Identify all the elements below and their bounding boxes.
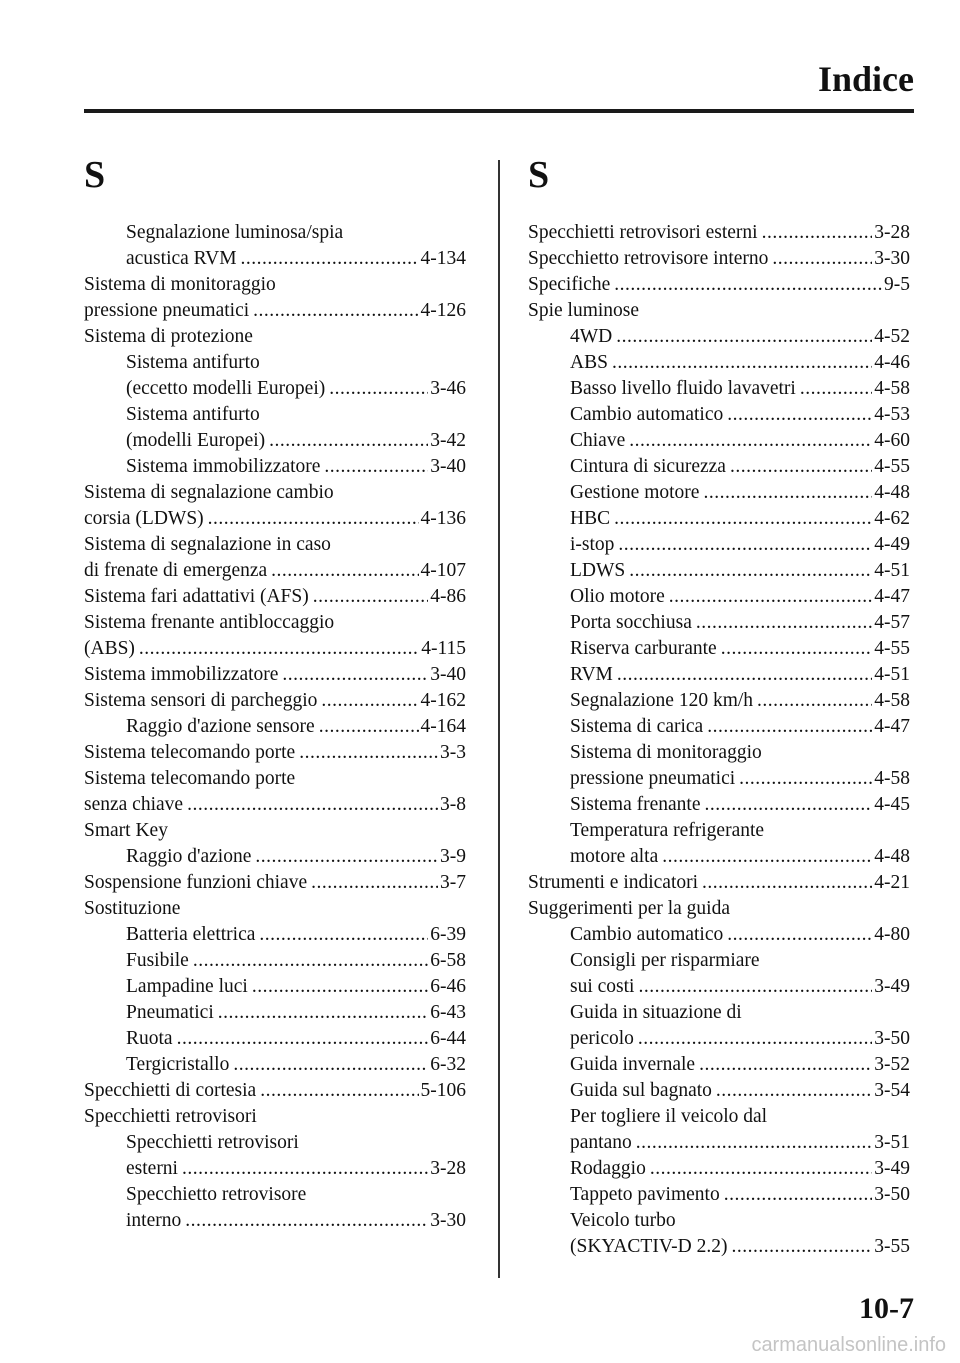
index-entry: [528, 220, 910, 246]
index-entry: [528, 376, 910, 402]
index-entry: [528, 1000, 910, 1026]
dot-leader: [255, 844, 438, 870]
index-entry: [84, 1078, 466, 1104]
index-entry: [84, 688, 466, 714]
dot-leader: [185, 1208, 428, 1234]
index-entry: [84, 376, 466, 402]
entry-page-ref: 3-55: [874, 1236, 910, 1257]
entry-text: corsia (LDWS): [84, 508, 204, 529]
header-rule: [84, 109, 914, 113]
entry-text: Sistema frenante antibloccaggio: [84, 612, 335, 633]
index-entry: [84, 532, 466, 558]
index-entry: [528, 766, 910, 792]
dot-leader: [699, 1052, 872, 1078]
index-entry: [528, 636, 910, 662]
index-entry: [84, 974, 466, 1000]
dot-leader: [638, 1026, 872, 1052]
entry-text: Tergicristallo: [126, 1054, 230, 1075]
entry-text: Riserva carburante: [570, 638, 717, 659]
dot-leader: [299, 740, 438, 766]
index-entry: [528, 610, 910, 636]
dot-leader: [702, 870, 872, 896]
entry-text: Per togliere il veicolo dal: [570, 1106, 768, 1127]
entry-text: Sistema di monitoraggio: [570, 742, 762, 763]
entry-text: Sistema di segnalazione cambio: [84, 482, 334, 503]
entry-text: Sospensione funzioni chiave: [84, 872, 308, 893]
dot-leader: [218, 1000, 429, 1026]
entry-text: Segnalazione 120 km/h: [570, 690, 754, 711]
entry-page-ref: 6-58: [430, 950, 466, 971]
entry-text: Cambio automatico: [570, 404, 724, 425]
entry-text: Consigli per risparmiare: [570, 950, 760, 971]
entry-text: Sistema di carica: [570, 716, 704, 737]
entry-text: Sistema telecomando porte: [84, 742, 296, 763]
entry-page-ref: 4-162: [420, 690, 466, 711]
index-entry: [84, 324, 466, 350]
entry-text: Batteria elettrica: [126, 924, 256, 945]
entry-text: Specchietti retrovisori: [126, 1132, 299, 1153]
dot-leader: [208, 506, 419, 532]
entry-text: Raggio d'azione sensore: [126, 716, 315, 737]
entry-text: Basso livello fluido lavavetri: [570, 378, 796, 399]
entry-page-ref: 4-49: [874, 534, 910, 555]
index-entry: [84, 1208, 466, 1234]
entry-page-ref: 4-58: [874, 378, 910, 399]
entry-page-ref: 4-57: [874, 612, 910, 633]
dot-leader: [731, 1234, 872, 1260]
entry-text: (modelli Europei): [126, 430, 266, 451]
entry-text: 4WD: [570, 326, 613, 347]
entry-text: Sistema antifurto: [126, 404, 260, 425]
entry-page-ref: 3-30: [874, 248, 910, 269]
dot-leader: [177, 1026, 429, 1052]
entry-page-ref: 4-55: [874, 638, 910, 659]
index-entry: [528, 870, 910, 896]
entry-text: Specchietto retrovisore: [126, 1184, 307, 1205]
entry-text: Sistema sensori di parcheggio: [84, 690, 318, 711]
entry-page-ref: 4-60: [874, 430, 910, 451]
entry-text: Sostituzione: [84, 898, 181, 919]
index-entry: [84, 506, 466, 532]
entry-page-ref: 4-134: [420, 248, 466, 269]
entry-text: HBC: [570, 508, 611, 529]
entry-page-ref: 3-54: [874, 1080, 910, 1101]
dot-leader: [757, 688, 872, 714]
index-entry: [528, 818, 910, 844]
entry-text: Cintura di sicurezza: [570, 456, 726, 477]
dot-leader: [707, 714, 872, 740]
entry-page-ref: 6-46: [430, 976, 466, 997]
entry-page-ref: 3-49: [874, 1158, 910, 1179]
entry-text: Cambio automatico: [570, 924, 724, 945]
index-entry: [84, 454, 466, 480]
index-entry: [84, 792, 466, 818]
index-entry: [84, 1156, 466, 1182]
entry-page-ref: 4-62: [874, 508, 910, 529]
entry-page-ref: 4-58: [874, 768, 910, 789]
dot-leader: [800, 376, 872, 402]
entry-text: esterni: [126, 1158, 178, 1179]
index-entry: [528, 350, 910, 376]
dot-leader: [650, 1156, 872, 1182]
index-entry-list: [528, 220, 910, 1260]
entry-text: Chiave: [570, 430, 626, 451]
entry-page-ref: 4-47: [874, 716, 910, 737]
entry-text: Fusibile: [126, 950, 189, 971]
entry-text: senza chiave: [84, 794, 184, 815]
index-entry: [528, 922, 910, 948]
entry-text: Spie luminose: [528, 300, 640, 321]
index-entry: [528, 506, 910, 532]
entry-text: Sistema fari adattativi (AFS): [84, 586, 309, 607]
dot-leader: [193, 948, 428, 974]
entry-text: di frenate di emergenza: [84, 560, 268, 581]
index-entry: [528, 662, 910, 688]
dot-leader: [617, 662, 872, 688]
index-entry: [84, 298, 466, 324]
index-entry: [528, 1156, 910, 1182]
entry-text: Olio motore: [570, 586, 665, 607]
index-entry: [84, 584, 466, 610]
entry-page-ref: 6-39: [430, 924, 466, 945]
entry-page-ref: 4-46: [874, 352, 910, 373]
entry-text: Smart Key: [84, 820, 168, 841]
index-entry: [528, 1234, 910, 1260]
entry-page-ref: 4-58: [874, 690, 910, 711]
entry-text: Porta socchiusa: [570, 612, 692, 633]
dot-leader: [324, 454, 428, 480]
dot-leader: [313, 584, 429, 610]
index-entry: [84, 480, 466, 506]
entry-page-ref: 3-51: [874, 1132, 910, 1153]
entry-text: i-stop: [570, 534, 615, 555]
entry-text: LDWS: [570, 560, 626, 581]
entry-text: Temperatura refrigerante: [570, 820, 765, 841]
index-entry: [528, 792, 910, 818]
entry-text: sui costi: [570, 976, 635, 997]
dot-leader: [696, 610, 872, 636]
index-entry: [84, 1104, 466, 1130]
dot-leader: [187, 792, 438, 818]
entry-page-ref: 6-43: [430, 1002, 466, 1023]
dot-leader: [716, 1078, 872, 1104]
dot-leader: [259, 922, 428, 948]
entry-text: Sistema telecomando porte: [84, 768, 296, 789]
index-entry: [84, 714, 466, 740]
index-entry: [84, 844, 466, 870]
dot-leader: [662, 844, 872, 870]
dot-leader: [636, 1130, 873, 1156]
entry-text: (ABS): [84, 638, 135, 659]
index-entry: [84, 1182, 466, 1208]
dot-leader: [253, 298, 418, 324]
entry-page-ref: 4-55: [874, 456, 910, 477]
dot-leader: [618, 532, 872, 558]
index-entry: [528, 246, 910, 272]
index-entry: [528, 714, 910, 740]
entry-page-ref: 4-51: [874, 664, 910, 685]
index-entry: [528, 480, 910, 506]
page-title: Indice: [817, 59, 914, 99]
index-entry: [528, 272, 910, 298]
entry-text: Specifiche: [528, 274, 611, 295]
right-index-column: [528, 154, 910, 1260]
entry-page-ref: 3-50: [874, 1028, 910, 1049]
dot-leader: [321, 688, 418, 714]
entry-text: Suggerimenti per la guida: [528, 898, 730, 919]
entry-page-ref: 4-47: [874, 586, 910, 607]
entry-page-ref: 6-32: [430, 1054, 466, 1075]
entry-text: (eccetto modelli Europei): [126, 378, 326, 399]
section-letter: S: [84, 154, 106, 196]
index-entry: [528, 1104, 910, 1130]
dot-leader: [724, 1182, 873, 1208]
index-entry-list: [84, 220, 466, 1234]
entry-text: Guida in situazione di: [570, 1002, 742, 1023]
left-index-column: [84, 154, 466, 1234]
entry-text: RVM: [570, 664, 613, 685]
entry-text: Specchietti retrovisori: [84, 1106, 257, 1127]
entry-page-ref: 4-21: [874, 872, 910, 893]
entry-text: motore alta: [570, 846, 659, 867]
entry-text: Tappeto pavimento: [570, 1184, 720, 1205]
index-entry: [528, 558, 910, 584]
entry-text: Raggio d'azione: [126, 846, 252, 867]
dot-leader: [730, 454, 872, 480]
entry-text: pressione pneumatici: [570, 768, 736, 789]
dot-leader: [329, 376, 428, 402]
dot-leader: [739, 766, 872, 792]
entry-text: pressione pneumatici: [84, 300, 250, 321]
index-entry: [84, 558, 466, 584]
index-entry: [528, 740, 910, 766]
dot-leader: [727, 402, 872, 428]
dot-leader: [233, 1052, 428, 1078]
index-entry: [528, 1052, 910, 1078]
index-entry: [84, 896, 466, 922]
index-entry: [84, 636, 466, 662]
entry-page-ref: 3-9: [440, 846, 466, 867]
index-entry: [84, 870, 466, 896]
index-entry: [84, 740, 466, 766]
index-entry: [84, 1130, 466, 1156]
index-entry: [84, 922, 466, 948]
entry-page-ref: 4-86: [430, 586, 466, 607]
entry-page-ref: 3-8: [440, 794, 466, 815]
entry-page-ref: 3-7: [440, 872, 466, 893]
entry-text: acustica RVM: [126, 248, 237, 269]
dot-leader: [616, 324, 872, 350]
entry-page-ref: 4-80: [874, 924, 910, 945]
index-entry: [528, 428, 910, 454]
entry-text: Veicolo turbo: [570, 1210, 676, 1231]
entry-text: Rodaggio: [570, 1158, 646, 1179]
dot-leader: [721, 636, 873, 662]
entry-page-ref: 9-5: [884, 274, 910, 295]
index-entry: [84, 662, 466, 688]
entry-text: Sistema immobilizzatore: [126, 456, 321, 477]
index-entry: [528, 1026, 910, 1052]
index-entry: [528, 948, 910, 974]
index-entry: [528, 324, 910, 350]
dot-leader: [319, 714, 419, 740]
entry-text: Gestione motore: [570, 482, 700, 503]
entry-page-ref: 4-107: [420, 560, 466, 581]
dot-leader: [282, 662, 428, 688]
index-entry: [528, 844, 910, 870]
entry-text: Sistema immobilizzatore: [84, 664, 279, 685]
entry-text: Lampadine luci: [126, 976, 248, 997]
dot-leader: [614, 272, 882, 298]
dot-leader: [614, 506, 872, 532]
section-letter: S: [528, 154, 550, 196]
entry-text: ABS: [570, 352, 608, 373]
dot-leader: [260, 1078, 418, 1104]
dot-leader: [705, 792, 873, 818]
index-entry: [84, 350, 466, 376]
entry-page-ref: 3-40: [430, 456, 466, 477]
entry-text: Specchietti retrovisori esterni: [528, 222, 758, 243]
entry-page-ref: 4-164: [420, 716, 466, 737]
entry-text: Guida sul bagnato: [570, 1080, 712, 1101]
dot-leader: [252, 974, 428, 1000]
entry-text: interno: [126, 1210, 182, 1231]
entry-page-ref: 3-30: [430, 1210, 466, 1231]
entry-page-ref: 4-53: [874, 404, 910, 425]
entry-page-ref: 4-48: [874, 846, 910, 867]
index-entry: [84, 246, 466, 272]
dot-leader: [182, 1156, 428, 1182]
entry-page-ref: 3-40: [430, 664, 466, 685]
entry-text: Strumenti e indicatori: [528, 872, 699, 893]
entry-page-ref: 4-126: [420, 300, 466, 321]
dot-leader: [629, 428, 872, 454]
index-entry: [84, 610, 466, 636]
entry-page-ref: 3-52: [874, 1054, 910, 1075]
index-entry: [528, 402, 910, 428]
entry-text: Sistema di segnalazione in caso: [84, 534, 331, 555]
index-entry: [528, 454, 910, 480]
entry-page-ref: 4-45: [874, 794, 910, 815]
dot-leader: [669, 584, 872, 610]
dot-leader: [311, 870, 438, 896]
dot-leader: [269, 428, 428, 454]
entry-text: Segnalazione luminosa/spia: [126, 222, 344, 243]
entry-page-ref: 6-44: [430, 1028, 466, 1049]
entry-page-ref: 3-46: [430, 378, 466, 399]
index-entry: [84, 766, 466, 792]
dot-leader: [241, 246, 419, 272]
entry-text: Sistema di protezione: [84, 326, 253, 347]
index-entry: [528, 974, 910, 1000]
index-entry: [528, 1130, 910, 1156]
entry-text: Specchietti di cortesia: [84, 1080, 257, 1101]
entry-text: Sistema di monitoraggio: [84, 274, 276, 295]
index-entry: [528, 1182, 910, 1208]
index-entry: [84, 220, 466, 246]
index-entry: [528, 298, 910, 324]
dot-leader: [612, 350, 872, 376]
index-entry: [84, 948, 466, 974]
entry-page-ref: 4-52: [874, 326, 910, 347]
entry-text: pantano: [570, 1132, 632, 1153]
dot-leader: [762, 220, 873, 246]
entry-page-ref: 5-106: [420, 1080, 466, 1101]
dot-leader: [727, 922, 872, 948]
entry-page-ref: 3-50: [874, 1184, 910, 1205]
entry-page-ref: 3-28: [874, 222, 910, 243]
column-divider: [498, 160, 500, 1278]
index-entry: [84, 1052, 466, 1078]
entry-page-ref: 3-42: [430, 430, 466, 451]
index-entry: [528, 896, 910, 922]
dot-leader: [772, 246, 872, 272]
entry-page-ref: 4-48: [874, 482, 910, 503]
entry-page-ref: 3-49: [874, 976, 910, 997]
index-entry: [84, 818, 466, 844]
dot-leader: [139, 636, 419, 662]
page-number: 10-7: [859, 1292, 914, 1325]
watermark: carmanualsonline.info: [751, 1334, 946, 1356]
index-entry: [528, 1208, 910, 1234]
index-entry: [84, 1000, 466, 1026]
index-entry: [528, 532, 910, 558]
dot-leader: [271, 558, 418, 584]
dot-leader: [629, 558, 872, 584]
dot-leader: [638, 974, 872, 1000]
dot-leader: [703, 480, 872, 506]
index-entry: [528, 688, 910, 714]
index-entry: [528, 584, 910, 610]
entry-text: pericolo: [570, 1028, 634, 1049]
index-entry: [528, 1078, 910, 1104]
entry-page-ref: 3-28: [430, 1158, 466, 1179]
entry-text: Specchietto retrovisore interno: [528, 248, 769, 269]
entry-text: Sistema antifurto: [126, 352, 260, 373]
entry-page-ref: 3-3: [440, 742, 466, 763]
index-entry: [84, 272, 466, 298]
entry-page-ref: 4-51: [874, 560, 910, 581]
entry-text: (SKYACTIV-D 2.2): [570, 1236, 728, 1257]
index-entry: [84, 428, 466, 454]
index-entry: [84, 402, 466, 428]
entry-text: Ruota: [126, 1028, 173, 1049]
entry-text: Pneumatici: [126, 1002, 214, 1023]
entry-page-ref: 4-136: [420, 508, 466, 529]
entry-text: Guida invernale: [570, 1054, 696, 1075]
index-entry: [84, 1026, 466, 1052]
entry-text: Sistema frenante: [570, 794, 701, 815]
entry-page-ref: 4-115: [421, 638, 466, 659]
